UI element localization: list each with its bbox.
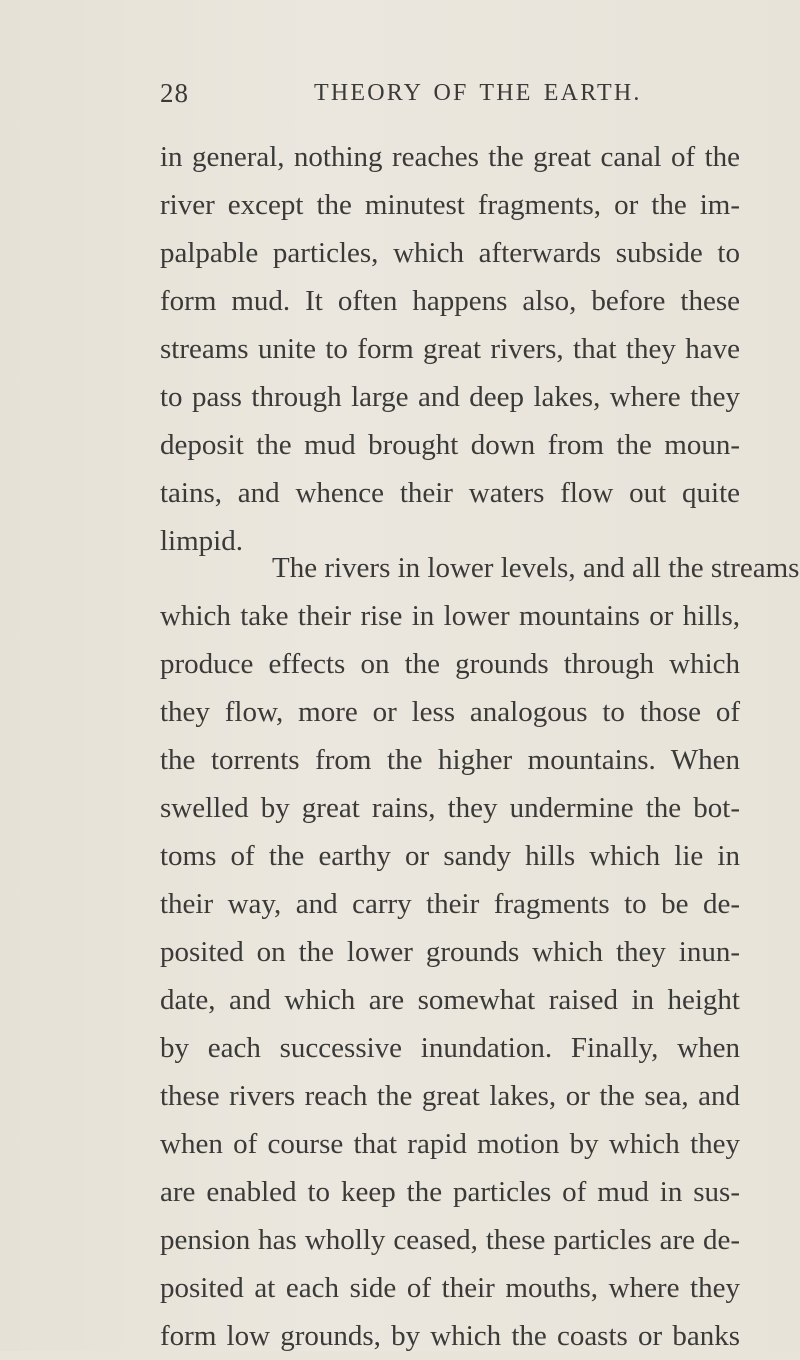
text-line: date, and which are somewhat raised in height: [160, 984, 740, 1016]
text-line: pension has wholly ceased, these particles are de-: [160, 1224, 740, 1256]
text-line: in general, nothing reaches the great canal of the: [160, 141, 740, 173]
text-line: produce effects on the grounds through which: [160, 648, 740, 680]
page-number: 28: [160, 78, 189, 108]
text-line: swelled by great rains, they undermine the bot-: [160, 792, 740, 824]
text-line: the torrents from the higher mountains. When: [160, 744, 740, 776]
text-line: when of course that rapid motion by which they: [160, 1128, 740, 1160]
text-line: form low grounds, by which the coasts or banks: [160, 1320, 740, 1352]
text-line: by each successive inundation. Finally, when: [160, 1032, 740, 1064]
text-line: toms of the earthy or sandy hills which lie in: [160, 840, 740, 872]
text-line: tains, and whence their waters flow out quite: [160, 477, 740, 509]
text-line: they flow, more or less analogous to those of: [160, 696, 740, 728]
paragraph-1: [160, 133, 740, 565]
text-line: their way, and carry their fragments to be de-: [160, 888, 740, 920]
text-line: limpid.: [160, 525, 243, 557]
text-line: streams unite to form great rivers, that they have: [160, 333, 740, 365]
text-line: are enabled to keep the particles of mud in sus-: [160, 1176, 740, 1208]
text-line: palpable particles, which afterwards subside to: [160, 237, 740, 269]
text-line: deposit the mud brought down from the moun-: [160, 429, 740, 461]
running-head: [160, 78, 740, 112]
text-line: The rivers in lower levels, and all the streams: [272, 552, 800, 584]
paragraph-2: [160, 544, 800, 1360]
text-line: to pass through large and deep lakes, where they: [160, 381, 740, 413]
text-line: which take their rise in lower mountains or hills,: [160, 600, 740, 632]
text-line: posited on the lower grounds which they inun-: [160, 936, 740, 968]
text-line: river except the minutest fragments, or the im-: [160, 189, 740, 221]
text-line: form mud. It often happens also, before these: [160, 285, 740, 317]
text-line: posited at each side of their mouths, where they: [160, 1272, 740, 1304]
text-line: these rivers reach the great lakes, or the sea, and: [160, 1080, 740, 1112]
running-title: THEORY OF THE EARTH.: [314, 80, 642, 106]
